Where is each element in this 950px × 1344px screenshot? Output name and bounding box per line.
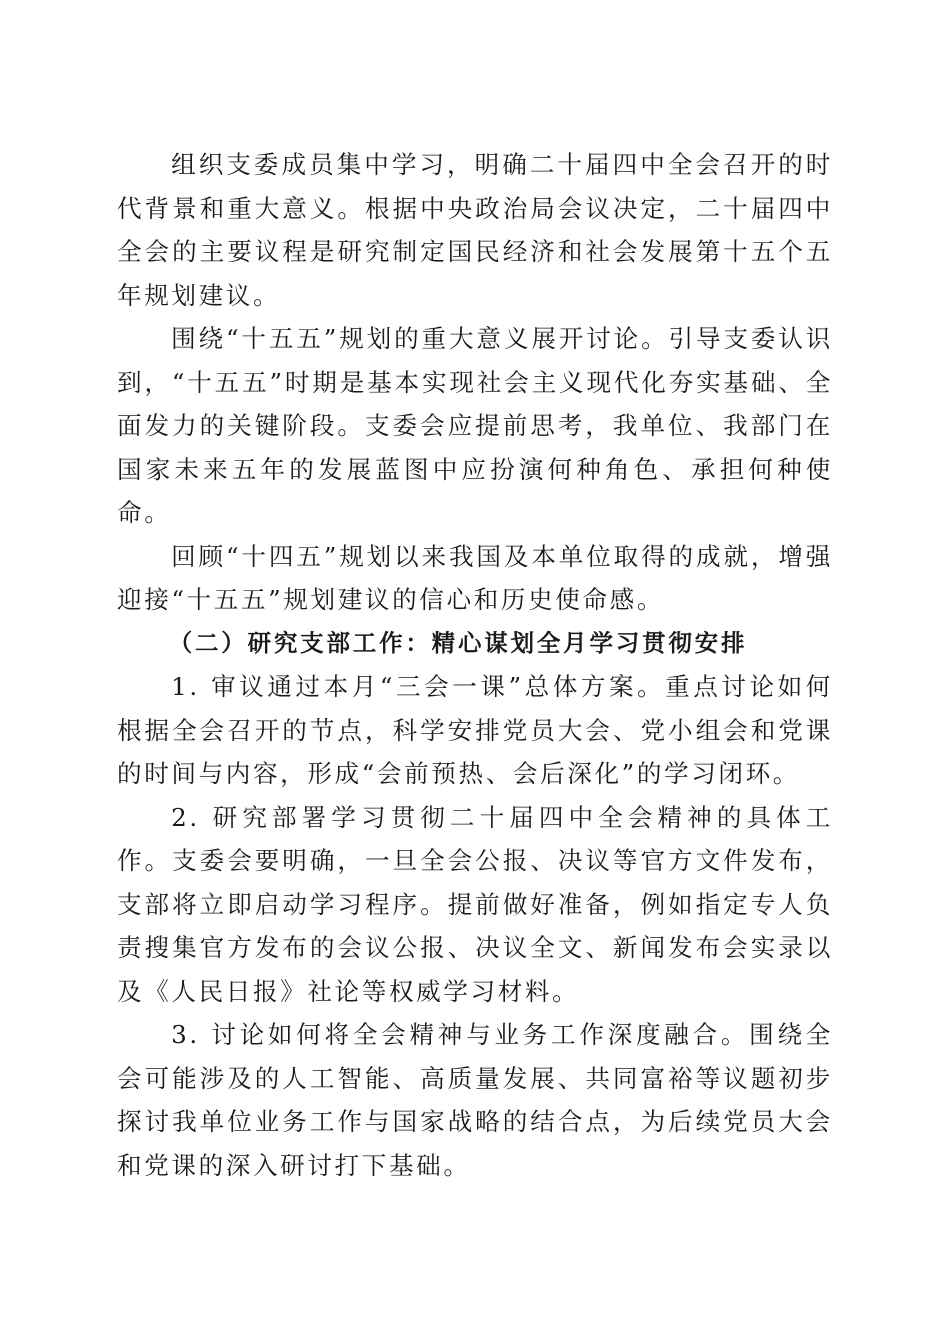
paragraph-item-1: 1. 审议通过本月“三会一课”总体方案。重点讨论如何根据全会召开的节点，科学安排党员大会、党小组会和党课的时间与内容，形成“会前预热、会后深化”的学习闭环。 <box>117 672 833 788</box>
paragraph-item-2: 2. 研究部署学习贯彻二十届四中全会精神的具体工作。支委会要明确，一旦全会公报、决议等官方文件发布，支部将立即启动学习程序。提前做好准备，例如指定专人负责搜集官方发布的会议公报、决议全文、新闻发布会实录以及《人民日报》社论等权威学习材料。 <box>117 802 833 1006</box>
paragraph-item-3: 3. 讨论如何将全会精神与业务工作深度融合。围绕全会可能涉及的人工智能、高质量发展、共同富裕等议题初步探讨我单位业务工作与国家战略的结合点，为后续党员大会和党课的深入研讨打下基础。 <box>117 1020 833 1180</box>
paragraph-review-14th-plan: 回顾“十四五”规划以来我国及本单位取得的成就，增强迎接“十五五”规划建议的信心和历史使命感。 <box>117 541 833 614</box>
paragraph-discussion-15th-plan: 围绕“十五五”规划的重大意义展开讨论。引导支委认识到，“十五五”时期是基本实现社会主义现代化夯实基础、全面发力的关键阶段。支委会应提前思考，我单位、我部门在国家未来五年的发展蓝图中应扮演何种角色、承担何种使命。 <box>117 324 833 527</box>
section-heading-branch-work: （二）研究支部工作：精心谋划全月学习贯彻安排 <box>168 628 748 657</box>
paragraph-study-background: 组织支委成员集中学习，明确二十届四中全会召开的时代背景和重大意义。根据中央政治局会议决定，二十届四中全会的主要议程是研究制定国民经济和社会发展第十五个五年规划建议。 <box>117 150 833 310</box>
document-body <box>117 143 833 1187</box>
